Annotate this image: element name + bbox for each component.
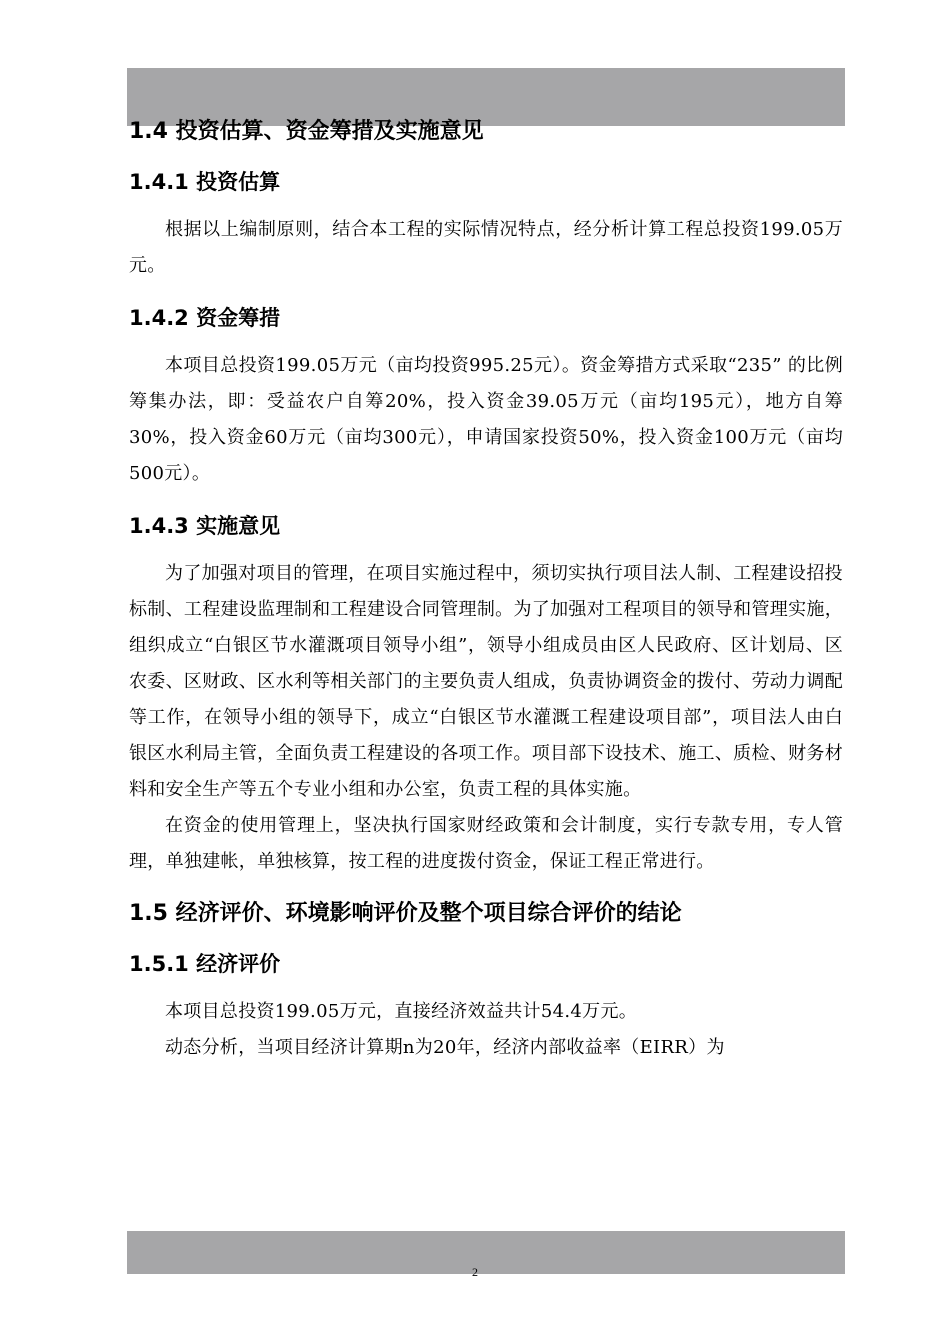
section-heading-1-4: 1.4 投资估算、资金筹措及实施意见 (129, 119, 484, 144)
subsection-heading-1-5-1: 1.5.1 经济评价 (129, 952, 281, 976)
paragraph-investment-estimate: 根据以上编制原则，结合本工程的实际情况特点，经分析计算工程总投资199.05万元。 (129, 219, 843, 276)
paragraph-economic-benefit: 本项目总投资199.05万元，直接经济效益共计54.4万元。 (165, 1001, 638, 1022)
paragraph-implementation: 为了加强对项目的管理，在项目实施过程中，须切实执行项目法人制、工程建设招投标制、工程建设监理制和工程建设合同管理制。为了加强对工程项目的领导和管理实施，组织成立“白银区节水灌溉项目领导小组”，领导小组成员由区人民政府、区计划局、区农委、区财政、区水利等相关部门的主要负责人组成，负责协调资金的拨付、劳动力调配等工作，在领导小组的领导下，成立“白银区节水灌溉工程建设项目部”，项目法人由白银区水利局主管，全面负责工程建设的各项工作。项目部下设技术、施工、质检、财务材料和安全生产等五个专业小组和办公室，负责工程的具体实施。 (129, 563, 843, 800)
page-number: 2 (472, 1265, 478, 1279)
paragraph-fund-raising: 本项目总投资199.05万元（亩均投资995.25元）。资金筹措方式采取“235” 的比例筹集办法，即：受益农户自筹20%，投入资金39.05万元（亩均195元），地方自筹30%，投入资金60万元（亩均300元），申请国家投资50%，投入资金100万元（亩均500元）。 (129, 355, 843, 484)
subsection-heading-1-4-1: 1.4.1 投资估算 (129, 170, 281, 194)
paragraph-fund-management: 在资金的使用管理上，坚决执行国家财经政策和会计制度，实行专款专用，专人管理，单独建帐，单独核算，按工程的进度拨付资金，保证工程正常进行。 (129, 815, 843, 872)
subsection-heading-1-4-2: 1.4.2 资金筹措 (129, 306, 281, 330)
section-heading-1-5: 1.5 经济评价、环境影响评价及整个项目综合评价的结论 (129, 901, 682, 926)
paragraph-dynamic-analysis: 动态分析，当项目经济计算期n为20年，经济内部收益率（EIRR）为 (165, 1037, 725, 1058)
subsection-heading-1-4-3: 1.4.3 实施意见 (129, 514, 281, 538)
document-body (129, 112, 843, 1066)
